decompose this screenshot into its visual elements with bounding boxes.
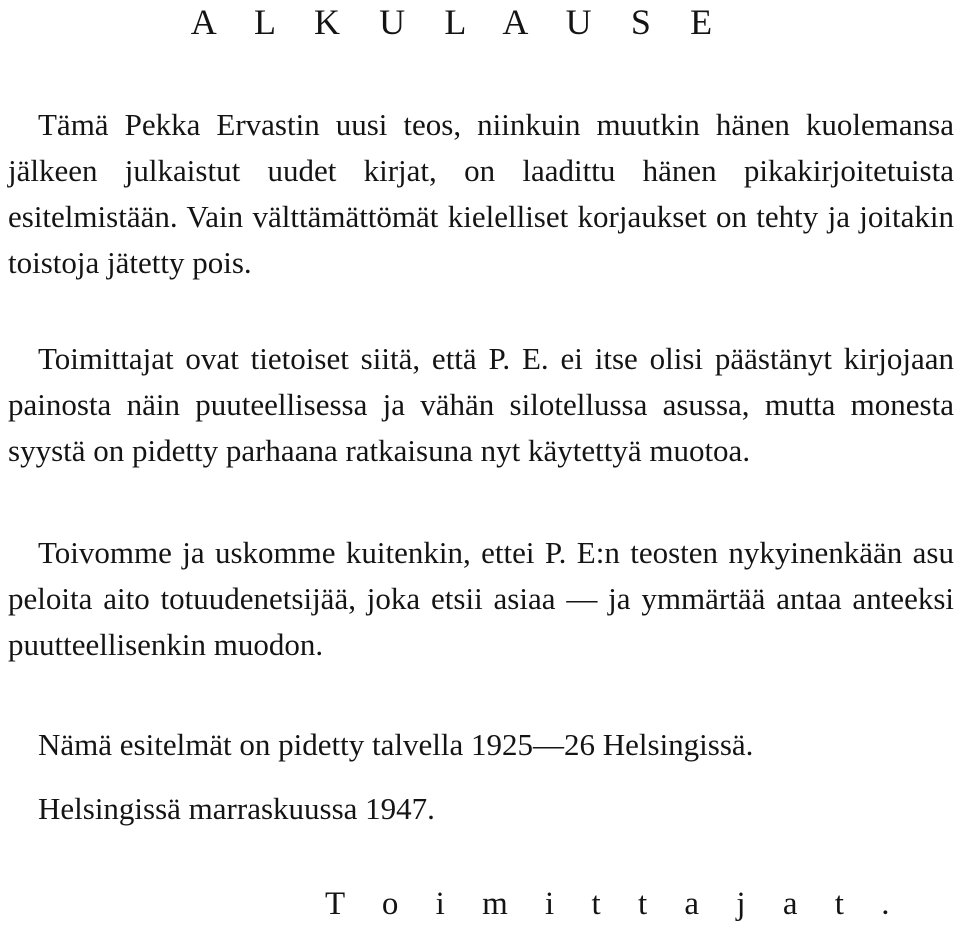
date-line xyxy=(8,786,954,832)
paragraph-3 xyxy=(8,530,954,668)
signature: T o i m i t t a j a t . xyxy=(325,886,904,922)
paragraph-4-text: Nämä esitelmät on pidetty talvella 1925—26 Helsingissä. xyxy=(38,727,754,762)
paragraph-4 xyxy=(8,722,954,768)
document-title: A L K U L A U S E xyxy=(190,2,728,42)
date-line-text: Helsingissä marraskuussa 1947. xyxy=(38,791,435,826)
paragraph-1 xyxy=(8,102,954,286)
paragraph-3-text: Toivomme ja uskomme kuitenkin, ettei P. E:n teosten nykyinenkään asu peloita aito totuudenetsijää, joka etsii asiaa — ja ymmärtää antaa anteeksi puutteellisenkin muodon. xyxy=(8,535,954,662)
paragraph-1-text: Tämä Pekka Ervastin uusi teos, niinkuin muutkin hänen kuolemansa jälkeen julkaistut uudet kirjat, on laadittu hänen pikakirjoitetuista esitelmistään. Vain välttämättömät kielelliset korjaukset on tehty ja joitakin toistoja jätetty pois. xyxy=(8,107,954,280)
paragraph-2-text: Toimittajat ovat tietoiset siitä, että P. E. ei itse olisi päästänyt kirjojaan painosta näin puuteellisessa ja vähän silotellussa asussa, mutta monesta syystä on pidetty parhaana ratkaisuna nyt käytettyä muotoa. xyxy=(8,341,954,468)
paragraph-2 xyxy=(8,336,954,474)
